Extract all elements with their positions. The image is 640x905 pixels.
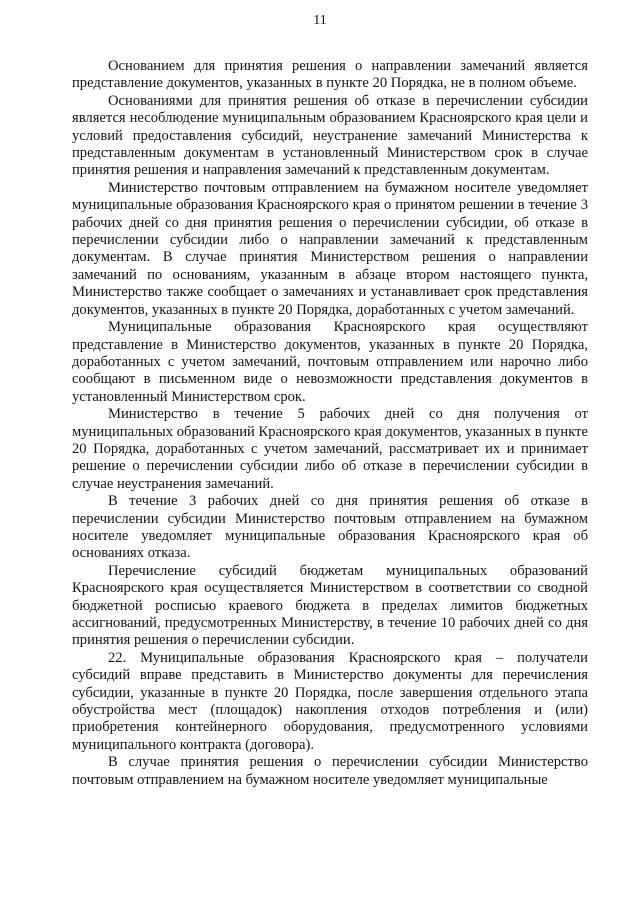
paragraph-remarks-basis: Основанием для принятия решения о направлении замечаний является представление документов, указанных в пункте 20 Порядка, не в полном объеме.: [72, 58, 588, 92]
paragraph-refusal-notice: В течение 3 рабочих дней со дня принятия решения об отказе в перечислении субсидии Министерство почтовым отправлением на бумажном носителе уведомляет муниципальные образования Красноярского края об основаниях отказа.: [72, 493, 588, 562]
paragraph-transfer-decision: В случае принятия решения о перечислении субсидии Министерство почтовым отправлением на бумажном носителе уведомляет муниципальные: [72, 754, 588, 788]
paragraph-ministry-notification: Министерство почтовым отправлением на бумажном носителе уведомляет муниципальные образования Красноярского края о принятом решении в течение 3 рабочих дней со дня принятия решения о перечислении субсидии, об отказе в перечислении субсидии либо о направлении замечаний к представленным документам. В случае принятия Министерством решения о направлении замечаний по основаниям, указанным в абзаце втором настоящего пункта, Министерство также сообщает о замечаниях и устанавливает срок представления документов, указанных в пункте 20 Порядка, доработанных с учетом замечаний.: [72, 179, 588, 318]
document-body: [72, 58, 588, 789]
paragraph-item-22: 22. Муниципальные образования Красноярского края – получатели субсидий вправе представить в Министерство документы для перечисления субсидии, указанные в пункте 20 Порядка, после завершения отдельного этапа обустройства мест (площадок) накопления отходов потребления и (или) приобретения контейнерного оборудования, предусмотренного условиями муниципального контракта (договора).: [72, 649, 588, 753]
paragraph-ministry-review: Министерство в течение 5 рабочих дней со дня получения от муниципальных образований Красноярского края документов, указанных в пункте 20 Порядка, доработанных с учетом замечаний, рассматривает их и принимает решение о перечислении субсидии либо об отказе в перечислении субсидии в случае неустранения замечаний.: [72, 406, 588, 492]
page-number: 11: [313, 13, 327, 28]
paragraph-refusal-grounds: Основаниями для принятия решения об отказе в перечислении субсидии является несоблюдение муниципальным образованием Красноярского края цели и условий предоставления субсидий, неустранение замечаний Министерства к представленным документам в установленный Министерством срок в случае принятия решения и направления замечаний к представленным документам.: [72, 92, 588, 179]
paragraph-municipal-resubmission: Муниципальные образования Красноярского края осуществляют представление в Министерство документов, указанных в пункте 20 Порядка, доработанных с учетом замечаний, почтовым отправлением или нарочно либо сообщают в письменном виде о невозможности представления документов в установленный Министерством срок.: [72, 319, 588, 405]
paragraph-transfer-of-subsidies: Перечисление субсидий бюджетам муниципальных образований Красноярского края осуществляется Министерством в соответствии со сводной бюджетной росписью краевого бюджета в пределах лимитов бюджетных ассигнований, предусмотренных Министерству, в течение 10 рабочих дней со дня принятия решения о перечислении субсидии.: [72, 562, 588, 649]
